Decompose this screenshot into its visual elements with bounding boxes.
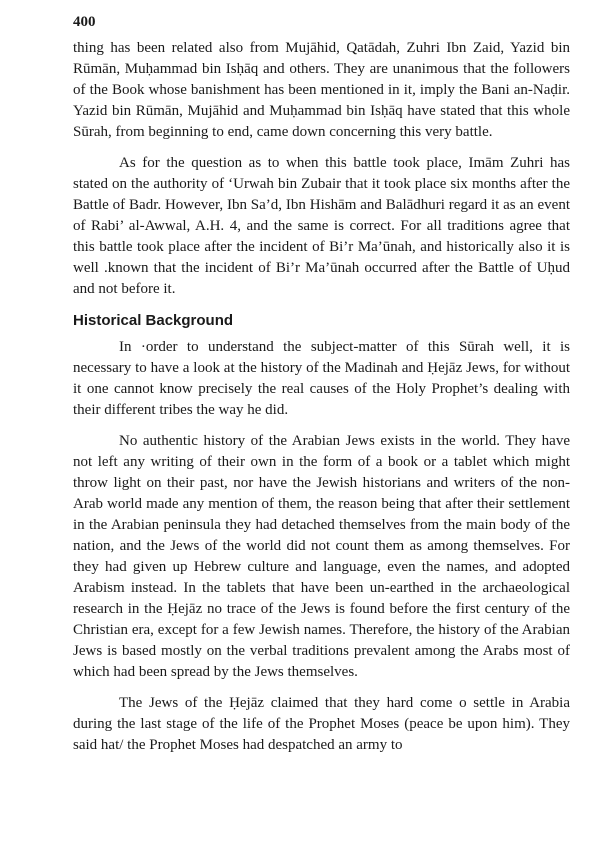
paragraph-3: In ·order to understand the subject-matter of this Sūrah well, it is necessary to have a look at the history of the Madinah and Ḥejāz Jews, for without it one cannot know precisely the real causes of the Holy Prophet’s dealing with their different tribes the way he did. [73, 339, 570, 418]
paragraph-1: thing has been related also from Mujāhid, Qatādah, Zuhri Ibn Zaid, Yazid bin Rūmān, Muḥammad bin Isḥāq and others. They are unanimous that the followers of the Book whose banishment has been mentioned in it, imply the Bani an-Naḍir. Yazid bin Rūmān, Mujāhid and Muḥammad bin Isḥāq have stated that this whole Sūrah, from beginning to end, came down concerning this very battle. [73, 40, 570, 140]
paragraph-2: As for the question as to when this battle took place, Imām Zuhri has stated on the authority of ‘Urwah bin Zubair that it took place six months after the Battle of Badr. However, Ibn Sa’d, Ibn Hishām and Balādhuri regard it as an event of Rabi’ al-Awwal, A.H. 4, and the same is correct. For all traditions agree that this battle took place after the incident of Bi’r Ma’ūnah, and historically also it is well .known that the incident of Bi’r Ma’ūnah occurred after the Battle of Uḥud and not before it. [73, 155, 570, 297]
paragraph-5: The Jews of the Ḥejāz claimed that they hard come o settle in Arabia during the last stage of the life of the Prophet Moses (peace be upon him). They said hat/ the Prophet Moses had despatched an army to [73, 695, 570, 753]
page-number: 400 [73, 14, 96, 30]
paragraph-4: No authentic history of the Arabian Jews exists in the world. They have not left any writing of their own in the form of a book or a tablet which might throw light on their past, nor have the Jewish historians and writers of the non-Arab world made any mention of them, the reason being that after their settlement in the Arabian peninsula they had detached themselves from the main body of the nation, and the Jews of the world did not count them as among themselves. For they had given up Hebrew culture and language, even the names, and adopted Arabism instead. In the tablets that have been un-earthed in the archaeological research in the Ḥejāz no trace of the Jews is found before the first century of the Christian era, except for a few Jewish names. Therefore, the history of the Arabian Jews is based mostly on the verbal traditions prevalent among the Arabs most of which had been spread by the Jews themselves. [73, 433, 570, 680]
section-heading: Historical Background [73, 312, 234, 329]
